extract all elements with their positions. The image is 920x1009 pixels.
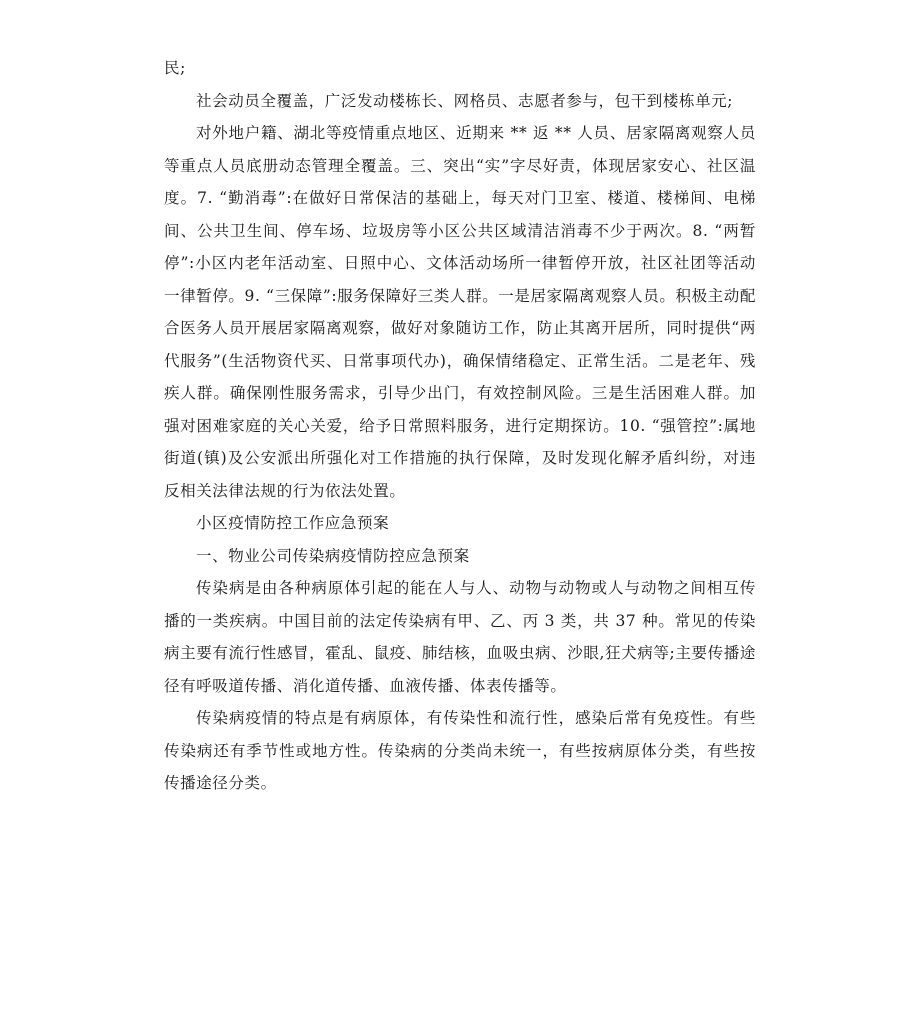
paragraph-social-mobilization: 社会动员全覆盖，广泛发动楼栋长、网格员、志愿者参与，包干到楼栋单元;	[196, 91, 734, 110]
section-subtitle: 一、物业公司传染病疫情防控应急预案	[196, 546, 470, 565]
document-body	[164, 52, 756, 800]
section-title: 小区疫情防控工作应急预案	[196, 514, 390, 532]
paragraph-epidemic-characteristics: 传染病疫情的特点是有病原体，有传染性和流行性，感染后常有免疫性。有些传染病还有季节性或地方性。传染病的分类尚未统一，有些按病原体分类，有些按传播途径分类。	[164, 709, 756, 792]
paragraph-infectious-disease-definition: 传染病是由各种病原体引起的能在人与人、动物与动物或人与动物之间相互传播的一类疾病。中国目前的法定传染病有甲、乙、丙 3 类，共 37 种。常见的传染病主要有流行性感冒，霍乱、鼠疫、肺结核，血吸虫病、沙眼,狂犬病等;主要传播途径有呼吸道传播、消化道传播、血液传播、体表传播等。	[164, 579, 756, 695]
paragraph-continuation: 民;	[164, 59, 186, 77]
paragraph-key-personnel: 对外地户籍、湖北等疫情重点地区、近期来 ** 返 ** 人员、居家隔离观察人员等重点人员底册动态管理全覆盖。三、突出“实”字尽好责，体现居家安心、社区温度。7. “勤消毒”:在做好日常保洁的基础上，每天对门卫室、楼道、楼梯间、电梯间、公共卫生间、停车场、垃圾房等小区公共区域清洁消毒不少于两次。8. “两暂停”:小区内老年活动室、日照中心、文体活动场所一律暂停开放，社区社团等活动一律暂停。9. “三保障”:服务保障好三类人群。一是居家隔离观察人员。积极主动配合医务人员开展居家隔离观察，做好对象随访工作，防止其离开居所，同时提供“两代服务”(生活物资代买、日常事项代办)，确保情绪稳定、正常生活。二是老年、残疾人群。确保刚性服务需求，引导少出门，有效控制风险。三是生活困难人群。加强对困难家庭的关心关爱，给予日常照料服务，进行定期探访。10. “强管控”:属地街道(镇)及公安派出所强化对工作措施的执行保障，及时发现化解矛盾纠纷，对违反相关法律法规的行为依法处置。	[164, 124, 756, 500]
